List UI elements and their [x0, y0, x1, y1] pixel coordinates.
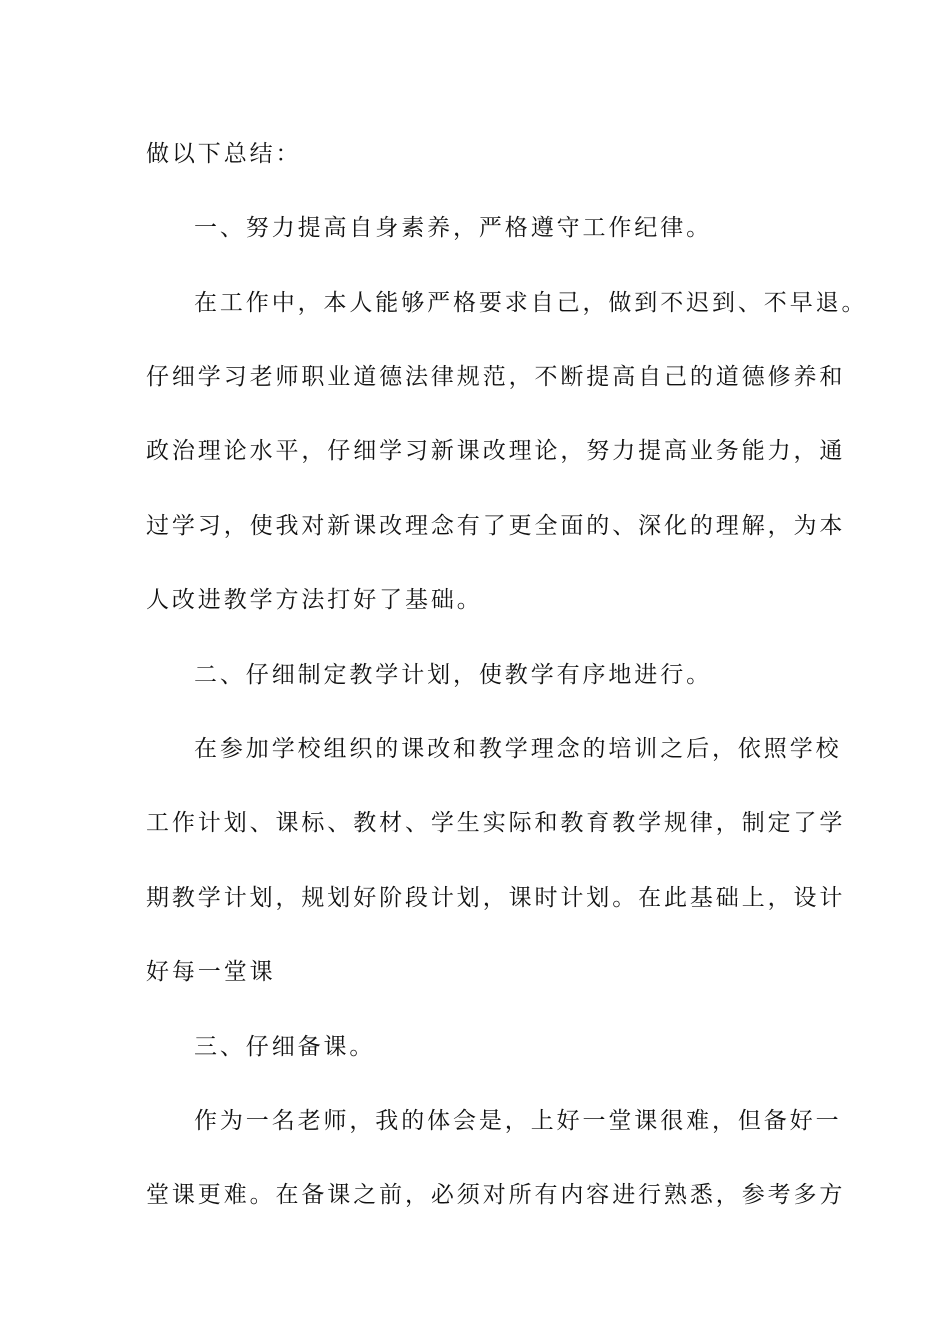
paragraph-line: 期教学计划，规划好阶段计划，课时计划。在此基础上，设计: [146, 885, 846, 911]
text-line: 做以下总结：: [146, 141, 302, 167]
section-heading: 一、努力提高自身素养，严格遵守工作纪律。: [194, 215, 712, 241]
paragraph-line: 工作计划、课标、教材、学生实际和教育教学规律，制定了学: [146, 810, 846, 836]
paragraph-line: 仔细学习老师职业道德法律规范，不断提高自己的道德修养和: [146, 364, 846, 390]
paragraph-line: 过学习，使我对新课改理念有了更全面的、深化的理解，为本: [146, 513, 846, 539]
section-heading: 二、仔细制定教学计划，使教学有序地进行。: [194, 662, 712, 688]
paragraph-line: 好每一堂课: [146, 959, 276, 985]
paragraph-line: 作为一名老师，我的体会是，上好一堂课很难，但备好一: [194, 1108, 842, 1134]
paragraph-line: 堂课更难。在备课之前，必须对所有内容进行熟悉，参考多方: [146, 1182, 846, 1208]
paragraph-line: 政治理论水平，仔细学习新课改理论，努力提高业务能力，通: [146, 438, 846, 464]
paragraph-line: 在参加学校组织的课改和教学理念的培训之后，依照学校: [194, 736, 842, 762]
section-heading: 三、仔细备课。: [194, 1034, 376, 1060]
paragraph-line: 在工作中，本人能够严格要求自己，做到不迟到、不早退。: [194, 290, 868, 316]
paragraph-line: 人改进教学方法打好了基础。: [146, 587, 483, 613]
